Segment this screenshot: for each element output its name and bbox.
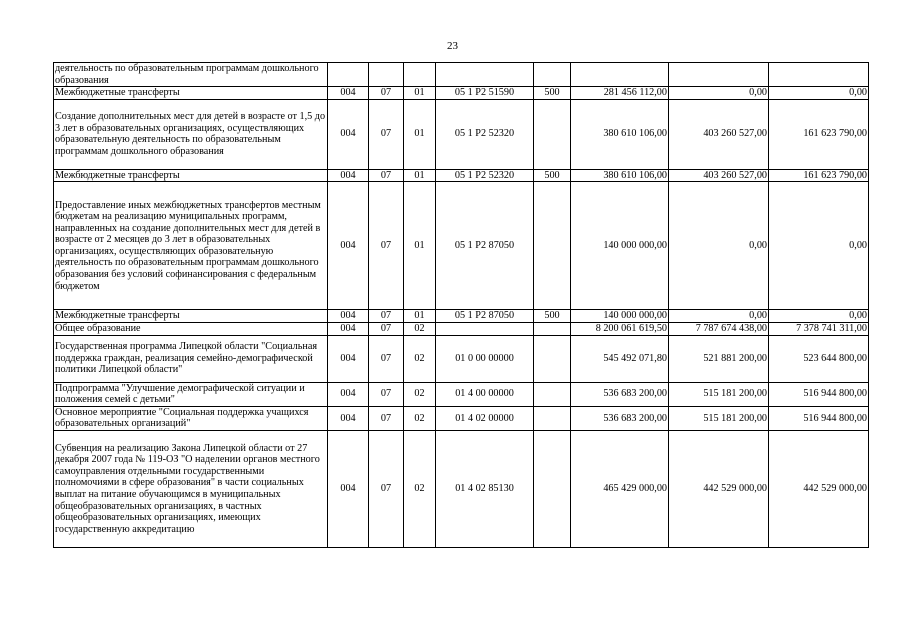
row-expense-type-cell xyxy=(534,335,571,382)
row-subsection-cell: 01 xyxy=(404,310,436,323)
row-admin-cell: 004 xyxy=(328,406,369,430)
row-sum-1-cell: 380 610 106,00 xyxy=(571,169,669,182)
row-target-cell: 01 4 00 00000 xyxy=(436,382,534,406)
table-row xyxy=(54,182,869,310)
row-sum-2-cell: 403 260 527,00 xyxy=(669,169,769,182)
row-name-cell: деятельность по образовательным программам дошкольного образования xyxy=(54,63,328,87)
row-section-cell: 07 xyxy=(369,430,404,547)
row-sum-1-cell: 281 456 112,00 xyxy=(571,87,669,100)
row-admin-cell: 004 xyxy=(328,87,369,100)
row-target-cell: 01 4 02 85130 xyxy=(436,430,534,547)
row-target-cell xyxy=(436,322,534,335)
row-name-cell: Основное мероприятие "Социальная поддержка учащихся образовательных организаций" xyxy=(54,406,328,430)
row-sum-1-cell xyxy=(571,63,669,87)
row-sum-1-cell: 536 683 200,00 xyxy=(571,382,669,406)
row-admin-cell: 004 xyxy=(328,169,369,182)
row-sum-2-cell: 403 260 527,00 xyxy=(669,99,769,169)
row-name-cell: Межбюджетные трансферты xyxy=(54,310,328,323)
table-body xyxy=(54,63,869,548)
table-row xyxy=(54,382,869,406)
row-name-cell: Государственная программа Липецкой области "Социальная поддержка граждан, реализация семейно-демографической политики Липецкой области" xyxy=(54,335,328,382)
row-target-cell: 01 0 00 00000 xyxy=(436,335,534,382)
row-sum-1-cell: 140 000 000,00 xyxy=(571,310,669,323)
row-section-cell: 07 xyxy=(369,322,404,335)
row-sum-3-cell: 442 529 000,00 xyxy=(769,430,869,547)
row-section-cell: 07 xyxy=(369,99,404,169)
table-row xyxy=(54,335,869,382)
row-section-cell: 07 xyxy=(369,335,404,382)
row-sum-3-cell: 7 378 741 311,00 xyxy=(769,322,869,335)
row-subsection-cell: 02 xyxy=(404,382,436,406)
row-sum-3-cell: 0,00 xyxy=(769,310,869,323)
row-sum-3-cell: 516 944 800,00 xyxy=(769,406,869,430)
row-name-cell: Межбюджетные трансферты xyxy=(54,87,328,100)
row-section-cell: 07 xyxy=(369,169,404,182)
row-section-cell: 07 xyxy=(369,406,404,430)
row-name-cell: Подпрограмма "Улучшение демографической ситуации и положения семей с детьми" xyxy=(54,382,328,406)
row-subsection-cell: 02 xyxy=(404,406,436,430)
row-sum-1-cell: 380 610 106,00 xyxy=(571,99,669,169)
row-admin-cell: 004 xyxy=(328,335,369,382)
row-expense-type-cell: 500 xyxy=(534,169,571,182)
row-expense-type-cell xyxy=(534,430,571,547)
row-expense-type-cell xyxy=(534,406,571,430)
row-section-cell: 07 xyxy=(369,382,404,406)
row-subsection-cell: 01 xyxy=(404,99,436,169)
row-subsection-cell: 02 xyxy=(404,430,436,547)
page-number: 23 xyxy=(447,40,458,52)
row-sum-2-cell: 442 529 000,00 xyxy=(669,430,769,547)
row-name-cell: Межбюджетные трансферты xyxy=(54,169,328,182)
row-sum-3-cell: 161 623 790,00 xyxy=(769,99,869,169)
row-sum-3-cell xyxy=(769,63,869,87)
row-subsection-cell: 01 xyxy=(404,169,436,182)
row-admin-cell: 004 xyxy=(328,310,369,323)
row-target-cell xyxy=(436,63,534,87)
row-target-cell: 05 1 P2 52320 xyxy=(436,99,534,169)
row-sum-1-cell: 536 683 200,00 xyxy=(571,406,669,430)
row-expense-type-cell xyxy=(534,99,571,169)
row-sum-3-cell: 523 644 800,00 xyxy=(769,335,869,382)
row-sum-3-cell: 0,00 xyxy=(769,182,869,310)
row-sum-1-cell: 545 492 071,80 xyxy=(571,335,669,382)
row-subsection-cell: 01 xyxy=(404,87,436,100)
row-sum-1-cell: 8 200 061 619,50 xyxy=(571,322,669,335)
row-admin-cell xyxy=(328,63,369,87)
table-row xyxy=(54,430,869,547)
row-expense-type-cell xyxy=(534,382,571,406)
row-sum-1-cell: 140 000 000,00 xyxy=(571,182,669,310)
row-subsection-cell xyxy=(404,63,436,87)
row-sum-1-cell: 465 429 000,00 xyxy=(571,430,669,547)
row-admin-cell: 004 xyxy=(328,430,369,547)
table-row xyxy=(54,406,869,430)
row-sum-2-cell: 0,00 xyxy=(669,182,769,310)
row-subsection-cell: 02 xyxy=(404,335,436,382)
table-row xyxy=(54,63,869,87)
row-admin-cell: 004 xyxy=(328,382,369,406)
row-expense-type-cell: 500 xyxy=(534,87,571,100)
row-target-cell: 05 1 P2 51590 xyxy=(436,87,534,100)
table-row xyxy=(54,87,869,100)
table-row xyxy=(54,322,869,335)
row-admin-cell: 004 xyxy=(328,322,369,335)
row-section-cell: 07 xyxy=(369,87,404,100)
row-admin-cell: 004 xyxy=(328,182,369,310)
row-sum-2-cell: 521 881 200,00 xyxy=(669,335,769,382)
row-target-cell: 05 1 P2 87050 xyxy=(436,310,534,323)
row-name-cell: Общее образование xyxy=(54,322,328,335)
row-sum-2-cell: 0,00 xyxy=(669,310,769,323)
row-sum-2-cell xyxy=(669,63,769,87)
row-section-cell: 07 xyxy=(369,310,404,323)
row-expense-type-cell xyxy=(534,63,571,87)
row-sum-3-cell: 516 944 800,00 xyxy=(769,382,869,406)
row-expense-type-cell: 500 xyxy=(534,310,571,323)
row-name-cell: Создание дополнительных мест для детей в возрасте от 1,5 до 3 лет в образовательных организациях, осуществляющих образовательную деятельность по образовательным программам дошкольного образования xyxy=(54,99,328,169)
row-admin-cell: 004 xyxy=(328,99,369,169)
row-subsection-cell: 02 xyxy=(404,322,436,335)
table-row xyxy=(54,310,869,323)
row-name-cell: Предоставление иных межбюджетных трансфертов местным бюджетам на реализацию муниципальных программ, направленных на создание дополнительных мест для детей в возрасте от 2 месяцев до 3 лет в образовательных организациях, осуществляющих образовательную деятельность по образовательным программам дошкольного образования без условий софинансирования с федеральным бюджетом xyxy=(54,182,328,310)
row-section-cell xyxy=(369,63,404,87)
row-subsection-cell: 01 xyxy=(404,182,436,310)
budget-table xyxy=(53,62,869,548)
table-row xyxy=(54,169,869,182)
row-expense-type-cell xyxy=(534,322,571,335)
row-section-cell: 07 xyxy=(369,182,404,310)
table-row xyxy=(54,99,869,169)
row-sum-2-cell: 7 787 674 438,00 xyxy=(669,322,769,335)
row-sum-2-cell: 515 181 200,00 xyxy=(669,406,769,430)
row-expense-type-cell xyxy=(534,182,571,310)
row-target-cell: 01 4 02 00000 xyxy=(436,406,534,430)
row-sum-2-cell: 0,00 xyxy=(669,87,769,100)
row-sum-3-cell: 0,00 xyxy=(769,87,869,100)
row-sum-2-cell: 515 181 200,00 xyxy=(669,382,769,406)
row-sum-3-cell: 161 623 790,00 xyxy=(769,169,869,182)
row-target-cell: 05 1 P2 87050 xyxy=(436,182,534,310)
row-target-cell: 05 1 P2 52320 xyxy=(436,169,534,182)
row-name-cell: Субвенция на реализацию Закона Липецкой области от 27 декабря 2007 года № 119-ОЗ "О наделении органов местного самоуправления отдельными государственными полномочиями в сфере образования" в части социальных выплат на питание обучающимся в муниципальных общеобразовательных организациях, в частных общеобразовательных организациях, имеющих государственную аккредитацию xyxy=(54,430,328,547)
